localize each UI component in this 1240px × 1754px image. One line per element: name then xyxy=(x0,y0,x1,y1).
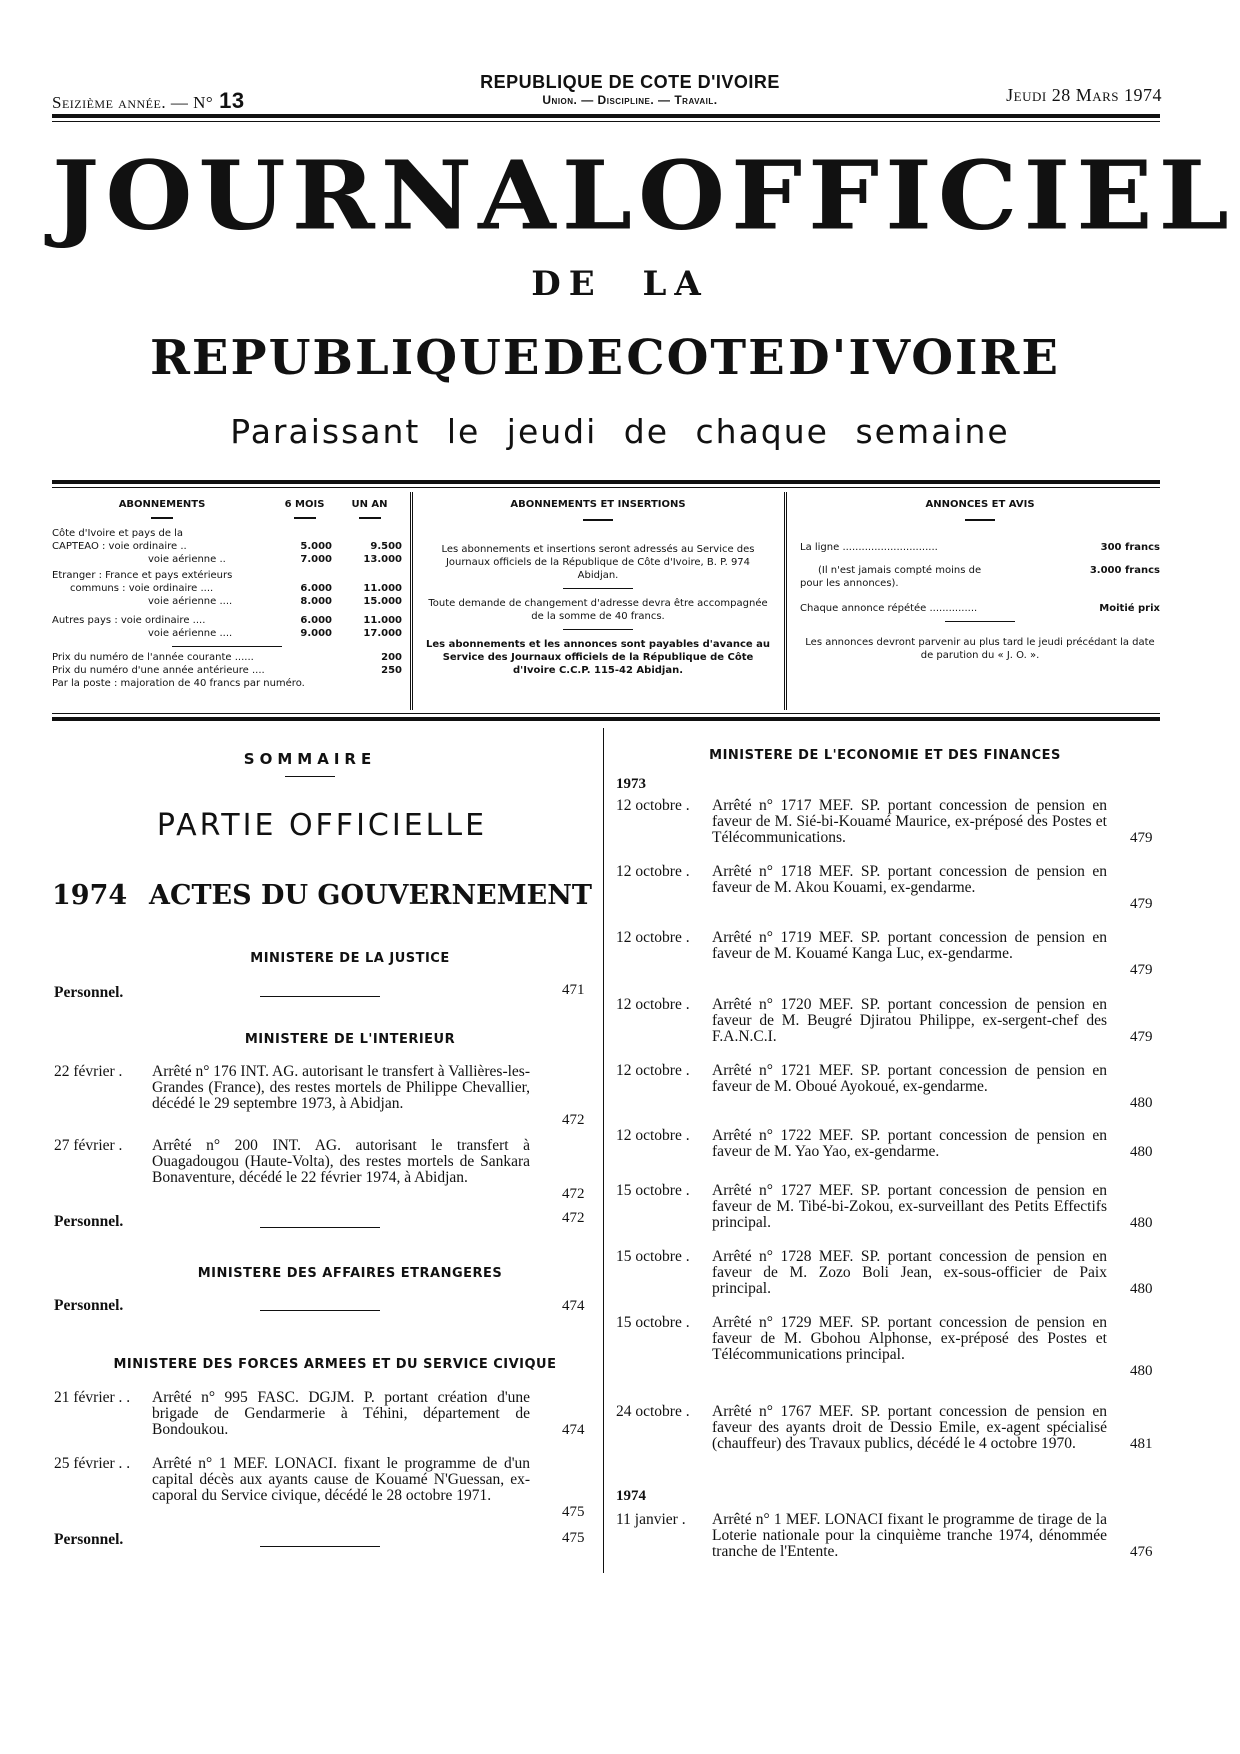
postal-surcharge: Par la poste : majoration de 40 francs par numéro. xyxy=(52,678,305,689)
annonce-label: La ligne .............................. xyxy=(800,542,938,553)
entry-text: Arrêté n° 200 INT. AG. autorisant le transfert à Ouagadougou (Haute-Volta), des restes mortels de Sankara Bonaventure, décédé le 22 février 1974, à Abidjan. xyxy=(152,1137,530,1186)
annonce-note: pour les annonces). xyxy=(800,578,899,589)
rate-6m: 9.000 xyxy=(300,628,332,639)
rate-line: Côte d'Ivoire et pays de la xyxy=(52,528,184,539)
journal-title xyxy=(52,138,1235,252)
rate-line: Etranger : France et pays extérieurs xyxy=(52,570,233,581)
ministry-affaires-etrangeres: MINISTERE DES AFFAIRES ETRANGERES xyxy=(197,1266,503,1281)
edition-info xyxy=(52,88,245,114)
rate-1y: 11.000 xyxy=(363,615,402,626)
page-number: 480 xyxy=(1130,1215,1153,1231)
entry-text: Arrêté n° 1719 MEF. SP. portant concession de pension en faveur de M. Kouamé Kanga Luc, ex-gendarme. xyxy=(712,929,1107,962)
repub-word: D'IVOIRE xyxy=(788,330,1060,386)
rate-1y: 9.500 xyxy=(370,541,402,552)
page-number: 472 xyxy=(562,1186,585,1202)
page-number: 480 xyxy=(1130,1363,1153,1379)
entry-date: 27 février . xyxy=(54,1137,123,1154)
entry-date: 24 octobre . xyxy=(616,1403,690,1420)
repub-word: REPUBLIQUE xyxy=(150,330,542,386)
annonce-value: 300 francs xyxy=(1100,542,1160,553)
personnel-label: Personnel. xyxy=(54,1531,124,1548)
page-number: 476 xyxy=(1130,1544,1153,1560)
col-un-an: UN AN xyxy=(351,499,388,510)
entry-date: 22 février . xyxy=(54,1063,123,1080)
divider xyxy=(285,776,335,777)
rate-6m: 6.000 xyxy=(300,583,332,594)
divider xyxy=(260,1310,380,1311)
ministry-economie-finances: MINISTERE DE L'ECONOMIE ET DES FINANCES xyxy=(709,748,1061,763)
ministry-forces-armees: MINISTERE DES FORCES ARMEES ET DU SERVICE CIVIQUE xyxy=(113,1357,557,1372)
entry-text: Arrêté n° 176 INT. AG. autorisant le transfert à Vallières-les-Grandes (France), des restes mortels de Philippe Chevallier, décédé le 29 septembre 1973, à Abidjan. xyxy=(152,1063,530,1112)
entry-text: Arrêté n° 1720 MEF. SP. portant concession de pension en faveur de M. Beugré Djiratou Philippe, ex-sergent-chef des F.A.N.C.I. xyxy=(712,996,1107,1045)
national-motto: Union. — Discipline. — Travail. xyxy=(542,93,718,107)
abonnements-column xyxy=(52,498,402,690)
year-1974: 1974 xyxy=(616,1488,646,1504)
title-officiel: OFFICIEL xyxy=(638,138,1235,252)
deadline-text: Les annonces devront parvenir au plus tard le jeudi précédant la date de parution du « J. O. ». xyxy=(805,637,1155,661)
entry-date: 21 février . . xyxy=(54,1389,131,1406)
entry-date: 12 octobre . xyxy=(616,996,690,1013)
annonce-value: Moitié prix xyxy=(1099,603,1160,614)
republic-name: REPUBLIQUE DE COTE D'IVOIRE xyxy=(480,72,780,92)
page-number: 472 xyxy=(562,1210,585,1226)
ministry-interieur: MINISTERE DE L'INTERIEUR xyxy=(244,1032,456,1047)
entry-date: 15 octobre . xyxy=(616,1182,690,1199)
box-divider xyxy=(410,492,413,710)
page-number: 480 xyxy=(1130,1144,1153,1160)
page-number: 481 xyxy=(1130,1436,1153,1452)
page-number: 479 xyxy=(1130,962,1153,978)
page-number: 474 xyxy=(562,1298,585,1314)
title-republique xyxy=(150,330,1060,386)
entry-text: Arrêté n° 1 MEF. LONACI fixant le programme de tirage de la Loterie nationale pour la cinquième tranche 1974, dénommée tranche de l'Entente. xyxy=(712,1511,1107,1560)
rate-label: voie aérienne .... xyxy=(148,596,233,607)
page-number: 479 xyxy=(1130,1029,1153,1045)
divider xyxy=(260,996,380,997)
box-top-rule-thin xyxy=(52,487,1160,488)
annonces-header: ANNONCES ET AVIS xyxy=(925,499,1035,510)
annonce-label: Chaque annonce répétée ............... xyxy=(800,603,978,614)
partie-officielle: PARTIE OFFICIELLE xyxy=(156,808,488,843)
entry-text: Arrêté n° 1717 MEF. SP. portant concession de pension en faveur de M. Sié-bi-Kouamé Maurice, ex-préposé des Postes et Télécommunications. xyxy=(712,797,1107,846)
page-number: 480 xyxy=(1130,1281,1153,1297)
entry-date: 12 octobre . xyxy=(616,929,690,946)
annonces-column xyxy=(800,498,1160,662)
divider xyxy=(260,1227,380,1228)
entry-text: Arrêté n° 1729 MEF. SP. portant concession de pension en faveur de M. Gbohou Alphonse, ex-préposé des Postes et Télécommunications principal. xyxy=(712,1314,1107,1363)
page-number: 474 xyxy=(562,1422,585,1438)
rate-label: voie aérienne .... xyxy=(148,628,233,639)
entry-text: Arrêté n° 1767 MEF. SP. portant concession de pension en faveur des ayants droit de Dessio Emile, ex-agent spécialisé (chauffeur) des Travaux publics, décédé le 4 octobre 1970. xyxy=(712,1403,1107,1452)
year-1973: 1973 xyxy=(616,776,646,792)
entry-date: 12 octobre . xyxy=(616,863,690,880)
annonce-value: 3.000 francs xyxy=(1089,565,1160,576)
rate-1y: 17.000 xyxy=(363,628,402,639)
entry-date: 12 octobre . xyxy=(616,797,690,814)
rate-label: voie aérienne .. xyxy=(148,554,226,565)
entry-text: Arrêté n° 1 MEF. LONACI. fixant le programme de d'un capital décès aux ayants cause de Kouamé N'Guessan, ex-caporal du Service civique, décédé le 28 octobre 1971. xyxy=(152,1455,530,1504)
entry-date: 15 octobre . xyxy=(616,1248,690,1265)
entry-date: 15 octobre . xyxy=(616,1314,690,1331)
page-number: 480 xyxy=(1130,1095,1153,1111)
header-rule-thin xyxy=(52,121,1160,122)
entry-text: Arrêté n° 995 FASC. DGJM. P. portant création d'une brigade de Gendarmerie à Téhini, département de Bondoukou. xyxy=(152,1389,530,1438)
republic-header xyxy=(440,72,820,107)
rate-1y: 15.000 xyxy=(363,596,402,607)
title-de-la: DE LA xyxy=(531,264,709,304)
box-bottom-rule xyxy=(52,717,1160,721)
actes-heading xyxy=(52,880,592,911)
divider xyxy=(260,1546,380,1547)
rate-label: Autres pays : voie ordinaire .... xyxy=(52,615,206,626)
abonnements-header: ABONNEMENTS xyxy=(118,499,206,510)
repub-word: COTE xyxy=(626,330,787,386)
rate-6m: 6.000 xyxy=(300,615,332,626)
page-number: 472 xyxy=(562,1112,585,1128)
box-top-rule xyxy=(52,480,1160,484)
annonce-label: (Il n'est jamais compté moins de xyxy=(818,565,982,576)
address-change-text: Toute demande de changement d'adresse devra être accompagnée de la somme de 40 francs. xyxy=(428,598,768,622)
col-6-mois: 6 MOIS xyxy=(284,499,325,510)
subscription-box xyxy=(52,492,1160,712)
insertions-header: ABONNEMENTS ET INSERTIONS xyxy=(510,499,686,510)
box-bottom-rule-thin xyxy=(52,713,1160,714)
entry-date: 12 octobre . xyxy=(616,1062,690,1079)
entry-text: Arrêté n° 1721 MEF. SP. portant concession de pension en faveur de M. Oboué Ayokoué, ex-gendarme. xyxy=(712,1062,1107,1095)
rate-1y: 13.000 xyxy=(363,554,402,565)
box-divider xyxy=(784,492,787,710)
page-number: 471 xyxy=(562,982,585,998)
personnel-label: Personnel. xyxy=(54,984,124,1001)
actes-year: 1974 xyxy=(52,880,128,911)
rate-6m: 7.000 xyxy=(300,554,332,565)
publication-frequency: Paraissant le jeudi de chaque semaine xyxy=(230,412,1010,451)
insertions-column xyxy=(426,498,770,677)
rate-label: CAPTEAO : voie ordinaire .. xyxy=(52,541,187,552)
entry-text: Arrêté n° 1728 MEF. SP. portant concession de pension en faveur de M. Zozo Boli Jean, ex-sous-officier de Paix principal. xyxy=(712,1248,1107,1297)
personnel-label: Personnel. xyxy=(54,1297,124,1314)
entry-text: Arrêté n° 1727 MEF. SP. portant concession de pension en faveur de M. Tibé-bi-Zokou, ex-surveillant des Petits Effectifs principal. xyxy=(712,1182,1107,1231)
rate-6m: 5.000 xyxy=(300,541,332,552)
rate-6m: 8.000 xyxy=(300,596,332,607)
entry-date: 25 février . . xyxy=(54,1455,131,1472)
title-journal: JOURNAL xyxy=(52,138,639,252)
price-value: 250 xyxy=(381,665,402,676)
entry-text: Arrêté n° 1722 MEF. SP. portant concession de pension en faveur de M. Yao Yao, ex-gendarme. xyxy=(712,1127,1107,1160)
column-divider xyxy=(603,728,604,1573)
page-number: 479 xyxy=(1130,830,1153,846)
entry-date: 12 octobre . xyxy=(616,1127,690,1144)
repub-word: DE xyxy=(542,330,626,386)
sommaire-title: SOMMAIRE xyxy=(243,750,377,768)
entry-date: 11 janvier . xyxy=(616,1511,686,1528)
payment-text: Les abonnements et les annonces sont payables d'avance au Service des Journaux officiels de la République de Côte d'Ivoire C.C.P. 115-42 Abidjan. xyxy=(426,639,771,676)
issue-number: 13 xyxy=(219,88,245,113)
actes-title: ACTES DU GOUVERNEMENT xyxy=(149,880,592,911)
insertions-text: Les abonnements et insertions seront adressés au Service des Journaux officiels de la République de Côte d'Ivoire, B. P. 974 Abidjan. xyxy=(441,544,755,581)
header-rule xyxy=(52,114,1160,118)
issue-date: Jeudi 28 Mars 1974 xyxy=(1006,85,1162,105)
price-label: Prix du numéro de l'année courante ...... xyxy=(52,652,254,663)
price-value: 200 xyxy=(381,652,402,663)
ministry-justice: MINISTERE DE LA JUSTICE xyxy=(250,951,450,966)
price-label: Prix du numéro d'une année antérieure .... xyxy=(52,665,265,676)
rate-label: communs : voie ordinaire .... xyxy=(70,583,214,594)
page-number: 475 xyxy=(562,1530,585,1546)
page-number: 479 xyxy=(1130,896,1153,912)
personnel-label: Personnel. xyxy=(54,1213,124,1230)
rate-1y: 11.000 xyxy=(363,583,402,594)
page-number: 475 xyxy=(562,1504,585,1520)
entry-text: Arrêté n° 1718 MEF. SP. portant concession de pension en faveur de M. Akou Kouami, ex-gendarme. xyxy=(712,863,1107,896)
edition-label: Seizième année. — N° xyxy=(52,93,214,112)
